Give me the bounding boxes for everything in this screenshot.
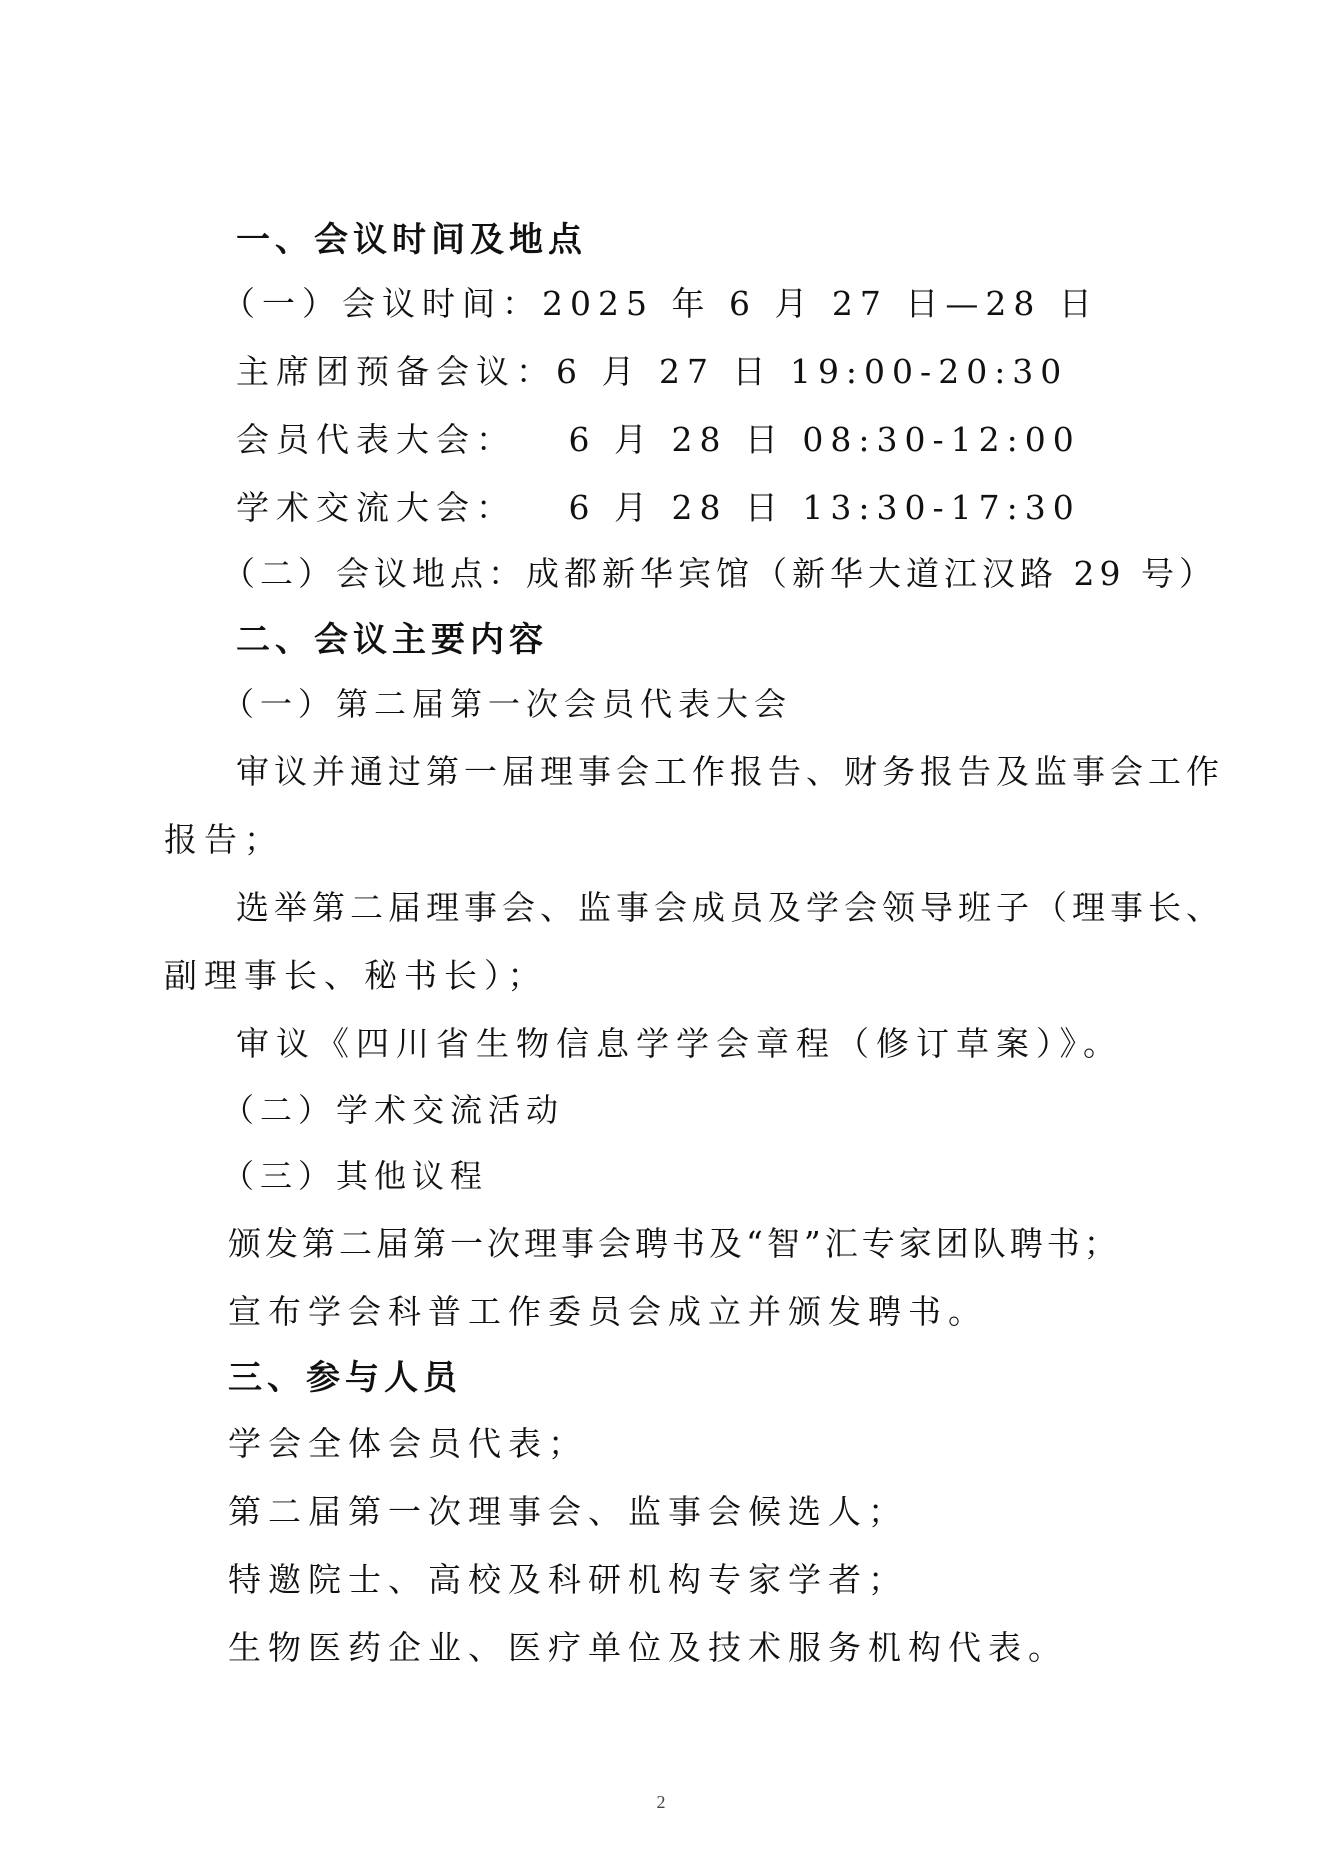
paragraph-election: 选举第二届理事会、监事会成员及学会领导班子（理事长、	[236, 888, 1224, 927]
academic-exchange-line: 学术交流大会： 6 月 28 日 13:30-17:30	[236, 488, 1081, 527]
presidium-meeting-line: 主席团预备会议：6 月 27 日 19:00-20:30	[236, 352, 1069, 391]
subheading-member-congress: （一）第二届第一次会员代表大会	[222, 685, 793, 723]
paragraph-review-charter: 审议《四川省生物信息学学会章程（修订草案）》。	[236, 1024, 1123, 1063]
participant-experts: 特邀院士、高校及科研机构专家学者；	[228, 1560, 908, 1599]
paragraph-award-letters: 颁发第二届第一次理事会聘书及“智”汇专家团队聘书；	[228, 1224, 1121, 1263]
subheading-academic-exchange: （二）学术交流活动	[222, 1091, 565, 1129]
paragraph-election-cont: 副理事长、秘书长）；	[164, 956, 548, 995]
section-heading-participants: 三、参与人员	[228, 1358, 462, 1398]
participant-candidates: 第二届第一次理事会、监事会候选人；	[228, 1492, 908, 1531]
subheading-other-agenda: （三）其他议程	[222, 1157, 489, 1195]
paragraph-review-reports: 审议并通过第一届理事会工作报告、财务报告及监事会工作	[236, 752, 1224, 791]
meeting-location-line: （二）会议地点：成都新华宾馆（新华大道江汉路 29 号）	[222, 554, 1217, 593]
section-heading-main-content: 二、会议主要内容	[236, 620, 548, 660]
participant-enterprises: 生物医药企业、医疗单位及技术服务机构代表。	[228, 1628, 1068, 1667]
page-number: 2	[656, 1792, 666, 1812]
paragraph-review-reports-cont: 报告；	[164, 820, 284, 859]
meeting-time-line: （一）会议时间：2025 年 6 月 27 日—28 日	[222, 284, 1099, 323]
member-congress-line: 会员代表大会： 6 月 28 日 08:30-12:00	[236, 420, 1081, 459]
participant-members: 学会全体会员代表；	[228, 1424, 588, 1463]
paragraph-science-committee: 宣布学会科普工作委员会成立并颁发聘书。	[228, 1292, 988, 1331]
section-heading-time-location: 一、会议时间及地点	[236, 220, 587, 260]
